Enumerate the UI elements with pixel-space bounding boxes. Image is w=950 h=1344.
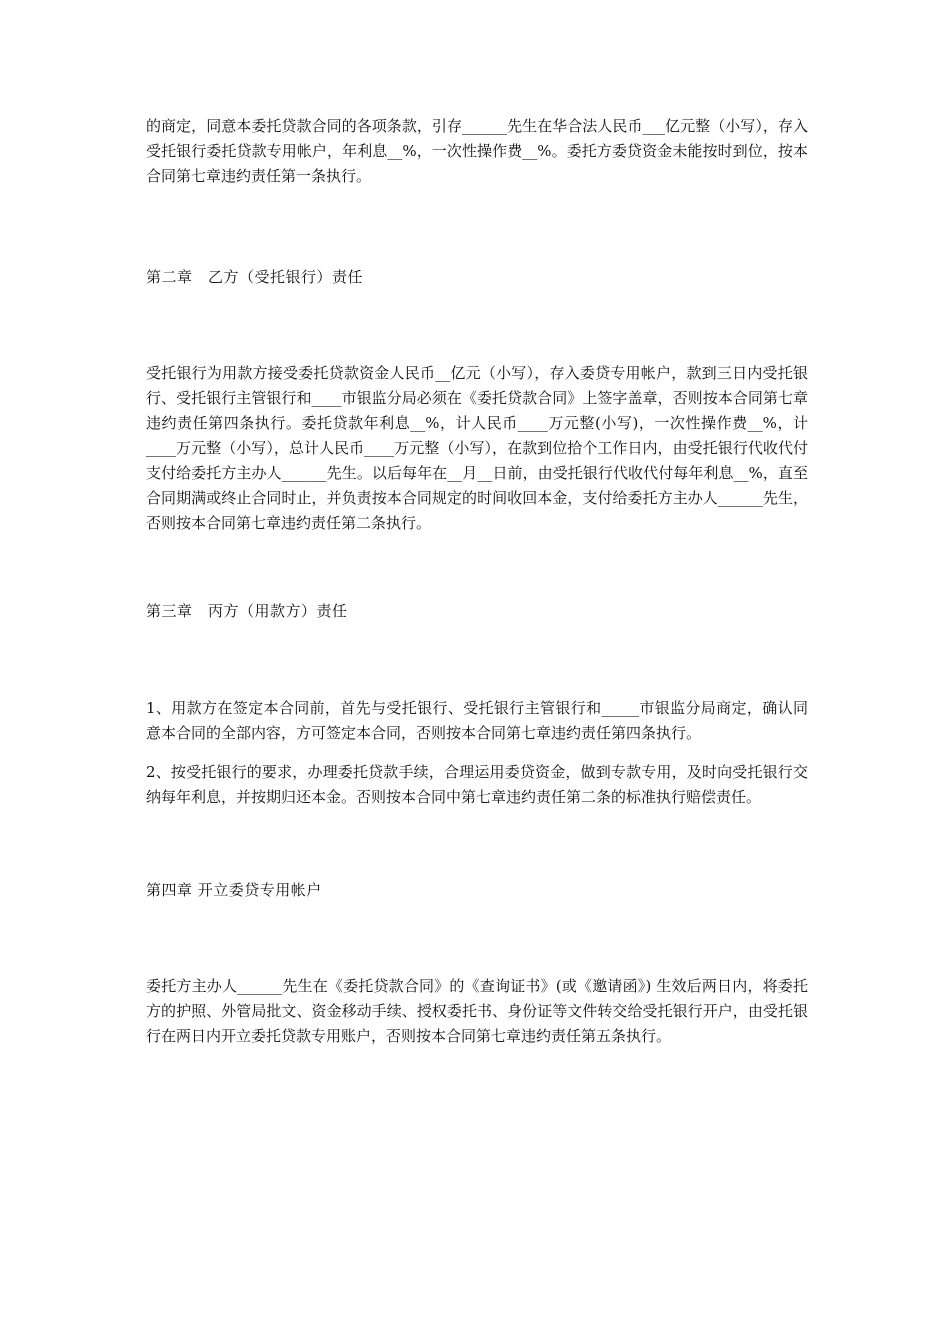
- spacer: [146, 810, 808, 878]
- chapter4-paragraph: 委托方主办人______先生在《委托贷款合同》的《查询证书》(或《邀请函》) 生效后两日内，将委托方的护照、外管局批文、资金移动手续、授权委托书、身份证等文件转交给受托银行开户，由受托银行在两日内开立委托贷款专用账户，否则按本合同第七章违约责任第五条执行。: [146, 977, 808, 1045]
- intro-paragraph: 的商定，同意本委托贷款合同的各项条款，引存______先生在华合法人民币___亿元整（小写），存入受托银行委托贷款专用帐户，年利息__%，一次性操作费__%。委托方委贷资金未能按时到位，按本合同第七章违约责任第一条执行。: [146, 117, 808, 185]
- spacer: [146, 189, 808, 265]
- chapter3-item2: 2、按受托银行的要求，办理委托贷款手续，合理运用委贷资金，做到专款专用，及时向受托银行交纳每年利息，并按期归还本金。否则按本合同中第七章违约责任第二条的标准执行赔偿责任。: [146, 763, 808, 806]
- spacer: [146, 290, 808, 361]
- document-page: [146, 114, 808, 1049]
- chapter3-heading: 第三章 丙方（用款方）责任: [146, 602, 348, 620]
- chapter2-heading: 第二章 乙方（受托银行）责任: [146, 268, 364, 286]
- chapter3-item1: 1、用款方在签定本合同前，首先与受托银行、受托银行主管银行和_____市银监分局商定，确认同意本合同的全部内容，方可签定本合同，否则按本合同第七章违约责任第四条执行。: [146, 699, 808, 742]
- spacer: [146, 903, 808, 974]
- chapter4-heading: 第四章 开立委贷专用帐户: [146, 881, 322, 899]
- spacer: [146, 746, 808, 760]
- spacer: [146, 536, 808, 599]
- chapter2-paragraph: 受托银行为用款方接受委托贷款资金人民币__亿元（小写），存入委贷专用帐户，款到三日内受托银行、受托银行主管银行和____市银监分局必须在《委托贷款合同》上签字盖章，否则按本合同第七章违约责任第四条执行。委托贷款年利息__%，计人民币____万元整(小写)，一次性操作费__%，计____万元整（小写），总计人民币____万元整（小写），在款到位拾个工作日内，由受托银行代收代付支付给委托方主办人______先生。以后每年在__月__日前，由受托银行代收代付每年利息__%，直至合同期满或终止合同时止，并负责按本合同规定的时间收回本金，支付给委托方主办人______先生，否则按本合同第七章违约责任第二条执行。: [146, 364, 808, 532]
- spacer: [146, 624, 808, 696]
